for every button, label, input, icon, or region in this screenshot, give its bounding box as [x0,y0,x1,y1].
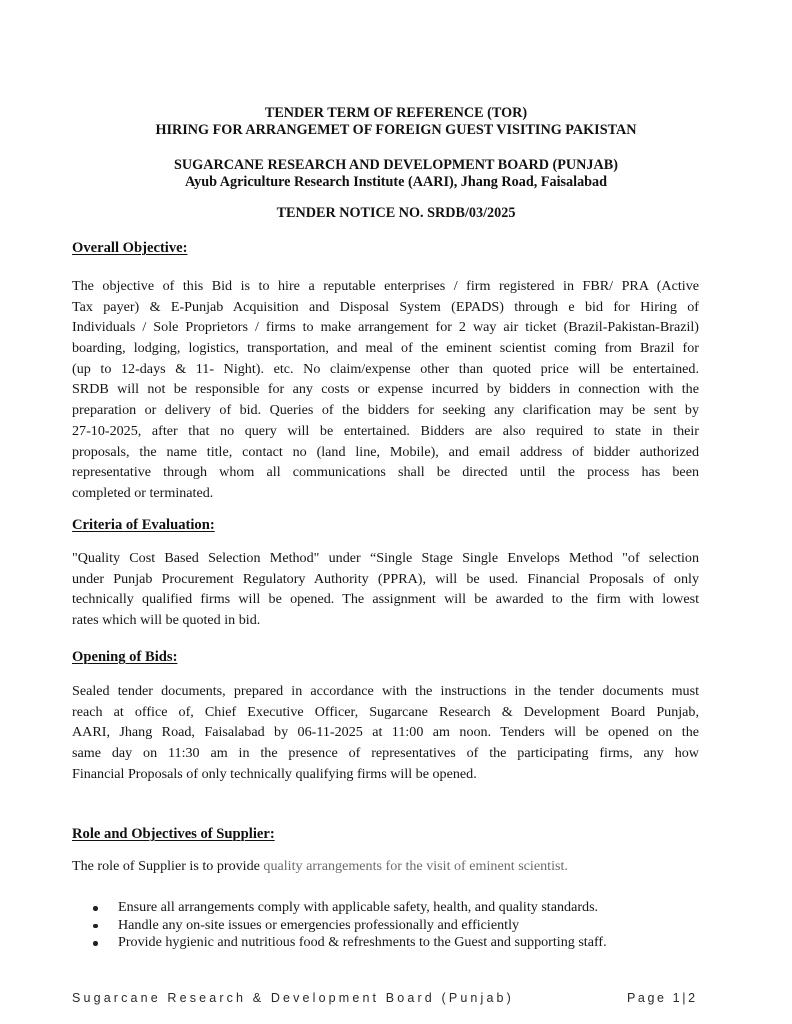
paragraph-line: technically qualified firms will be opened. The assignment will be awarded to the firm with lowest [72,591,699,608]
document-title [0,105,792,139]
heading-overall-objective: Overall Objective: [72,240,188,256]
paragraph-overall-objective [72,276,699,504]
list-item [90,899,607,917]
title-line-2: HIRING FOR ARRANGEMET OF FOREIGN GUEST VISITING PAKISTAN [155,122,637,138]
bullet-icon [93,941,98,946]
footer-page-number: Page 1|2 [627,991,698,1005]
paragraph-line: reach at office of, Chief Executive Officer, Sugarcane Research & Development Board Punjab, [72,703,699,720]
tender-notice-text: TENDER NOTICE NO. SRDB/03/2025 [276,205,516,221]
paragraph-line: same day on 11:30 am in the presence of representatives of the participating firms, any how [72,745,699,762]
paragraph-line: The objective of this Bid is to hire a reputable enterprises / firm registered in FBR/ PRA (Active [72,278,699,294]
paragraph-line: proposals, the name title, contact no (land line, Mobile), and email address of bidder authorized [72,443,699,460]
bullet-icon [93,924,98,929]
role-intro-highlight: quality arrangements for the visit of eminent scientist. [263,858,568,874]
paragraph-line: (up to 12-days & 11- Night). etc. No claim/expense other than quoted price will be entertained. [72,360,699,377]
paragraph-line: representative through whom all communications shall be directed until the process has been [72,464,699,481]
paragraph-opening-of-bids [72,681,699,784]
heading-role-of-supplier: Role and Objectives of Supplier: [72,826,275,842]
paragraph-line: Individuals / Sole Proprietors / firms to make arrangement for 2 way air ticket (Brazil-Pakistan-Brazil) [72,319,699,336]
paragraph-line: boarding, lodging, logistics, transportation, and meal of the eminent scientist coming from Brazil for [72,340,699,357]
list-item [90,917,607,935]
list-item-text: Ensure all arrangements comply with applicable safety, health, and quality standards. [118,899,599,915]
list-item-text: Handle any on-site issues or emergencies professionally and efficiently [118,916,520,933]
tender-notice-number [0,205,792,222]
role-intro-sentence [72,858,568,875]
paragraph-line: 27-10-2025, after that no query will be entertained. Bidders are also required to state in their [72,422,699,439]
organization-name: SUGARCANE RESEARCH AND DEVELOPMENT BOARD (PUNJAB) [174,157,618,173]
paragraph-criteria-of-evaluation [72,548,699,631]
bullet-icon [93,906,98,911]
paragraph-line: under Punjab Procurement Regulatory Authority (PPRA), will be used. Financial Proposals of only [72,570,699,587]
paragraph-line: Tax payer) & E-Punjab Acquisition and Disposal System (EPADS) through e bid for Hiring of [72,298,699,315]
supplier-responsibilities-list [90,899,607,952]
role-intro-prefix: The role of Supplier is to provide [72,858,264,874]
organization-address: Ayub Agriculture Research Institute (AARI), Jhang Road, Faisalabad [184,174,608,190]
heading-criteria-of-evaluation: Criteria of Evaluation: [72,517,215,533]
paragraph-line: Financial Proposals of only technically qualifying firms will be opened. [72,765,477,782]
paragraph-line: preparation or delivery of bid. Queries of the bidders for seeking any clarification may be sent by [72,402,699,419]
list-item [90,934,607,952]
paragraph-line: completed or terminated. [72,484,214,501]
title-line-1: TENDER TERM OF REFERENCE (TOR) [264,105,528,121]
paragraph-line: Sealed tender documents, prepared in accordance with the instructions in the tender documents must [72,683,699,699]
paragraph-line: rates which will be quoted in bid. [72,612,261,629]
list-item-text: Provide hygienic and nutritious food & refreshments to the Guest and supporting staff. [118,934,607,950]
paragraph-line: AARI, Jhang Road, Faisalabad by 06-11-2025 at 11:00 am noon. Tenders will be opened on the [72,724,699,741]
heading-opening-of-bids: Opening of Bids: [72,649,178,665]
paragraph-line: SRDB will not be responsible for any costs or expense incurred by bidders in connection with the [72,381,699,398]
paragraph-line: "Quality Cost Based Selection Method" under “Single Stage Single Envelops Method "of selection [72,550,699,566]
footer-organization: Sugarcane Research & Development Board (Punjab) [72,991,514,1005]
organization-block [0,157,792,191]
